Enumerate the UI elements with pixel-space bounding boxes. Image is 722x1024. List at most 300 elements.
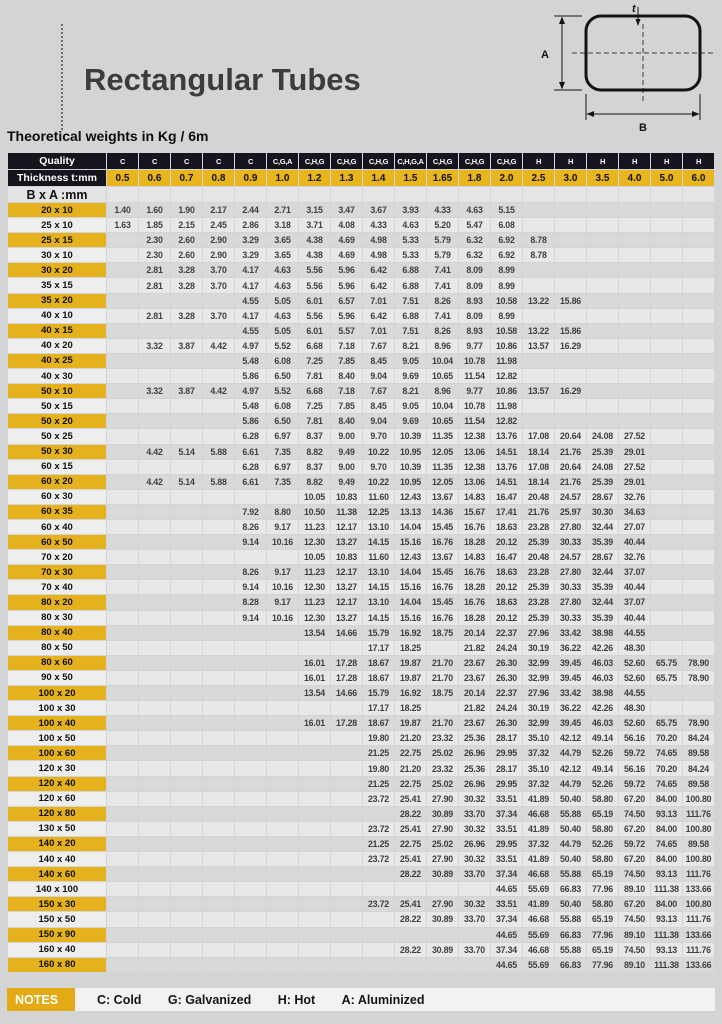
size-cell: 40 x 15 <box>8 324 106 338</box>
weight-cell <box>587 203 618 217</box>
weight-cell: 41.89 <box>523 792 554 806</box>
weight-cell: 12.17 <box>331 520 362 534</box>
weight-cell: 111.38 <box>651 928 682 942</box>
table-row <box>8 686 714 700</box>
weight-cell: 6.32 <box>459 248 490 262</box>
weight-cell: 15.86 <box>555 324 586 338</box>
weight-cell: 44.79 <box>555 777 586 791</box>
weight-cell <box>683 445 714 459</box>
weight-cell <box>235 958 266 972</box>
weight-cell: 6.61 <box>235 445 266 459</box>
weight-cell: 7.67 <box>363 339 394 353</box>
weight-cell <box>171 641 202 655</box>
weight-cell <box>587 354 618 368</box>
weight-cell: 13.22 <box>523 294 554 308</box>
weight-cell: 3.71 <box>299 218 330 232</box>
weight-cell <box>651 595 682 609</box>
weight-cell: 10.65 <box>427 369 458 383</box>
page-subtitle: Theoretical weights in Kg / 6m <box>7 128 209 144</box>
weight-cell: 7.01 <box>363 294 394 308</box>
weight-cell <box>267 777 298 791</box>
quality-cell: C,H,G <box>459 153 490 169</box>
weight-cell: 1.90 <box>171 203 202 217</box>
weight-cell <box>235 731 266 745</box>
weight-cell: 13.27 <box>331 611 362 625</box>
weight-cell: 30.33 <box>555 611 586 625</box>
weight-cell <box>107 294 138 308</box>
weight-cell <box>299 912 330 926</box>
weight-cell <box>107 595 138 609</box>
weight-cell <box>203 414 234 428</box>
weight-cell <box>651 460 682 474</box>
weight-cell <box>235 686 266 700</box>
weight-cell: 16.76 <box>427 580 458 594</box>
weight-cell: 65.75 <box>651 656 682 670</box>
weight-cell <box>203 822 234 836</box>
weight-cell <box>235 807 266 821</box>
weight-cell: 18.75 <box>427 626 458 640</box>
weight-cell <box>651 324 682 338</box>
weight-cell: 14.36 <box>427 505 458 519</box>
weight-cell <box>683 460 714 474</box>
weight-cell: 49.14 <box>587 761 618 775</box>
weight-cell <box>299 761 330 775</box>
size-cell: 60 x 35 <box>8 505 106 519</box>
weight-cell: 78.90 <box>683 671 714 685</box>
weight-cell: 30.32 <box>459 792 490 806</box>
table-row <box>8 580 714 594</box>
table-row <box>8 248 714 262</box>
weight-cell: 3.47 <box>331 203 362 217</box>
weight-cell <box>683 520 714 534</box>
weight-cell <box>107 475 138 489</box>
weight-cell: 46.68 <box>523 867 554 881</box>
weight-cell <box>171 837 202 851</box>
thickness-cell: 0.5 <box>107 170 138 186</box>
weight-cell <box>299 958 330 972</box>
weight-cell: 15.86 <box>555 294 586 308</box>
size-cell: 100 x 20 <box>8 686 106 700</box>
weight-cell: 48.30 <box>619 641 650 655</box>
weight-cell: 5.33 <box>395 233 426 247</box>
weight-cell: 100.80 <box>683 897 714 911</box>
weight-cell: 74.50 <box>619 807 650 821</box>
weight-cell: 15.79 <box>363 626 394 640</box>
weight-cell <box>363 912 394 926</box>
size-header-spacer <box>683 187 714 202</box>
weight-cell: 5.15 <box>491 203 522 217</box>
weight-cell: 23.72 <box>363 822 394 836</box>
weight-cell <box>651 686 682 700</box>
weight-cell: 30.32 <box>459 897 490 911</box>
weight-cell: 28.22 <box>395 912 426 926</box>
weight-cell <box>203 520 234 534</box>
weight-cell <box>171 671 202 685</box>
weight-cell: 8.21 <box>395 384 426 398</box>
weight-cell: 4.63 <box>267 278 298 292</box>
table-row <box>8 565 714 579</box>
weight-cell: 22.75 <box>395 777 426 791</box>
weight-cell: 5.79 <box>427 248 458 262</box>
weight-cell <box>203 626 234 640</box>
weight-cell: 12.30 <box>299 580 330 594</box>
weight-cell <box>267 626 298 640</box>
weight-cell: 24.24 <box>491 641 522 655</box>
weight-cell: 37.34 <box>491 943 522 957</box>
size-header-spacer <box>267 187 298 202</box>
weight-cell: 7.51 <box>395 294 426 308</box>
weight-cell: 40.44 <box>619 535 650 549</box>
weight-cell <box>267 641 298 655</box>
weight-cell <box>107 520 138 534</box>
weight-cell: 12.30 <box>299 611 330 625</box>
table-row <box>8 505 714 519</box>
weight-cell: 21.76 <box>555 475 586 489</box>
weight-cell: 9.49 <box>331 445 362 459</box>
weight-cell: 27.80 <box>555 520 586 534</box>
weight-cell: 7.25 <box>299 354 330 368</box>
weight-cell: 4.17 <box>235 278 266 292</box>
weight-cell <box>139 897 170 911</box>
weight-cell <box>171 867 202 881</box>
weight-cell <box>171 716 202 730</box>
weight-cell <box>331 958 362 972</box>
weight-cell: 59.72 <box>619 746 650 760</box>
weight-cell: 3.28 <box>171 278 202 292</box>
weight-cell: 100.80 <box>683 822 714 836</box>
weight-cell: 6.92 <box>491 248 522 262</box>
table-row <box>8 716 714 730</box>
weight-cell: 12.43 <box>395 550 426 564</box>
weight-cell: 4.08 <box>331 218 362 232</box>
weight-cell: 4.63 <box>395 218 426 232</box>
weight-cell <box>235 867 266 881</box>
t-dimension-label: t <box>632 3 636 15</box>
weight-cell <box>107 701 138 715</box>
weight-cell: 78.90 <box>683 656 714 670</box>
weight-cell <box>459 928 490 942</box>
weight-cell: 14.15 <box>363 535 394 549</box>
weight-cell: 42.26 <box>587 641 618 655</box>
weight-cell: 9.69 <box>395 369 426 383</box>
weight-cell: 89.58 <box>683 777 714 791</box>
size-header-spacer <box>651 187 682 202</box>
weight-cell: 3.65 <box>267 248 298 262</box>
weight-cell <box>523 399 554 413</box>
weight-cell: 40.44 <box>619 611 650 625</box>
weight-cell: 5.52 <box>267 339 298 353</box>
weight-cell <box>203 686 234 700</box>
weight-cell: 4.38 <box>299 248 330 262</box>
weight-cell <box>651 414 682 428</box>
weight-cell: 42.12 <box>555 731 586 745</box>
weight-cell <box>683 324 714 338</box>
weight-cell: 6.68 <box>299 339 330 353</box>
table-row <box>8 309 714 323</box>
weight-cell: 37.07 <box>619 565 650 579</box>
weight-cell: 44.65 <box>491 958 522 972</box>
weight-cell: 59.72 <box>619 837 650 851</box>
weight-cell <box>619 354 650 368</box>
weight-cell: 14.83 <box>459 490 490 504</box>
weight-cell: 25.39 <box>523 580 554 594</box>
weight-cell: 29.01 <box>619 445 650 459</box>
weight-cell: 25.02 <box>427 746 458 760</box>
weight-cell: 9.04 <box>363 369 394 383</box>
weight-cell: 7.92 <box>235 505 266 519</box>
weight-cell <box>203 550 234 564</box>
weight-cell: 8.99 <box>491 278 522 292</box>
weight-cell: 25.39 <box>587 445 618 459</box>
weight-cell: 16.76 <box>459 520 490 534</box>
weight-cell <box>651 278 682 292</box>
weight-cell: 18.63 <box>491 595 522 609</box>
weight-cell: 8.21 <box>395 339 426 353</box>
weight-cell: 10.16 <box>267 535 298 549</box>
weight-cell <box>203 897 234 911</box>
weight-cell <box>107 671 138 685</box>
weight-cell <box>619 309 650 323</box>
weight-cell <box>619 278 650 292</box>
weight-cell <box>139 626 170 640</box>
weight-cell <box>523 218 554 232</box>
weight-cell <box>331 822 362 836</box>
weight-cell <box>139 399 170 413</box>
weight-cell <box>683 641 714 655</box>
weight-cell: 46.03 <box>587 716 618 730</box>
size-cell: 35 x 20 <box>8 294 106 308</box>
weight-cell <box>107 807 138 821</box>
weight-cell <box>107 761 138 775</box>
weight-cell <box>267 731 298 745</box>
weight-cell: 84.24 <box>683 731 714 745</box>
weight-cell: 3.29 <box>235 233 266 247</box>
weight-cell: 16.01 <box>299 716 330 730</box>
weight-cell <box>171 399 202 413</box>
weight-cell <box>139 777 170 791</box>
weight-cell: 65.19 <box>587 943 618 957</box>
weight-cell: 8.40 <box>331 414 362 428</box>
weight-cell: 18.67 <box>363 671 394 685</box>
quality-cell: C,H,G <box>427 153 458 169</box>
size-cell: 40 x 10 <box>8 309 106 323</box>
weight-cell <box>651 611 682 625</box>
weight-cell: 84.00 <box>651 852 682 866</box>
weight-cell: 35.39 <box>587 580 618 594</box>
weight-cell: 25.41 <box>395 897 426 911</box>
weight-cell: 5.20 <box>427 218 458 232</box>
weight-cell: 5.86 <box>235 369 266 383</box>
weight-cell: 25.02 <box>427 777 458 791</box>
weight-cell <box>203 611 234 625</box>
weight-cell: 10.04 <box>427 399 458 413</box>
weight-cell: 10.22 <box>363 475 394 489</box>
weight-cell: 17.28 <box>331 656 362 670</box>
weight-cell: 5.47 <box>459 218 490 232</box>
notes-legend <box>75 991 425 1009</box>
table-row <box>8 218 714 232</box>
tube-cross-section-diagram <box>536 2 716 134</box>
weight-cell: 6.92 <box>491 233 522 247</box>
weight-cell <box>171 807 202 821</box>
weight-cell <box>587 384 618 398</box>
weight-cell: 17.17 <box>363 641 394 655</box>
weight-cell: 30.30 <box>587 505 618 519</box>
weight-cell: 39.45 <box>555 671 586 685</box>
weight-cell: 6.01 <box>299 294 330 308</box>
weight-cell: 5.52 <box>267 384 298 398</box>
weight-cell: 20.14 <box>459 686 490 700</box>
quality-cell: C,H,G <box>331 153 362 169</box>
weight-cell: 4.33 <box>427 203 458 217</box>
weight-cell: 58.80 <box>587 897 618 911</box>
weight-cell <box>555 399 586 413</box>
weight-cell <box>619 203 650 217</box>
table-row <box>8 354 714 368</box>
size-cell: 120 x 30 <box>8 761 106 775</box>
weight-cell <box>363 928 394 942</box>
weight-cell <box>299 852 330 866</box>
weight-cell: 6.28 <box>235 429 266 443</box>
weight-cell: 9.05 <box>395 354 426 368</box>
size-cell: 50 x 25 <box>8 429 106 443</box>
weight-cell <box>171 414 202 428</box>
weight-cell: 50.40 <box>555 897 586 911</box>
weight-cell: 8.26 <box>427 294 458 308</box>
weight-cell: 19.87 <box>395 656 426 670</box>
table-row <box>8 399 714 413</box>
weight-cell: 26.96 <box>459 777 490 791</box>
weight-cell: 6.68 <box>299 384 330 398</box>
size-cell: 80 x 30 <box>8 611 106 625</box>
weight-cell: 30.32 <box>459 852 490 866</box>
weight-cell: 5.86 <box>235 414 266 428</box>
weight-cell: 17.28 <box>331 671 362 685</box>
weight-cell <box>299 746 330 760</box>
weight-cell: 8.93 <box>459 294 490 308</box>
weight-cell <box>651 233 682 247</box>
weight-cell <box>619 294 650 308</box>
table-row <box>8 958 714 972</box>
weight-cell: 8.78 <box>523 248 554 262</box>
weight-cell: 5.96 <box>331 278 362 292</box>
weight-cell: 5.88 <box>203 475 234 489</box>
weight-cell: 1.40 <box>107 203 138 217</box>
weight-cell <box>459 882 490 896</box>
weight-cell <box>203 505 234 519</box>
weight-cell: 33.42 <box>555 626 586 640</box>
weight-cell <box>651 490 682 504</box>
table-row <box>8 339 714 353</box>
size-cell: 140 x 60 <box>8 867 106 881</box>
weight-cell: 27.90 <box>427 852 458 866</box>
size-cell: 100 x 50 <box>8 731 106 745</box>
weight-cell: 9.14 <box>235 535 266 549</box>
weight-cell: 9.49 <box>331 475 362 489</box>
weight-cell: 11.98 <box>491 399 522 413</box>
quality-cell: C,H,G <box>363 153 394 169</box>
size-header-spacer <box>395 187 426 202</box>
size-cell: 60 x 20 <box>8 475 106 489</box>
size-cell: 140 x 20 <box>8 837 106 851</box>
weight-cell: 3.15 <box>299 203 330 217</box>
weight-cell: 7.41 <box>427 309 458 323</box>
weight-cell: 5.56 <box>299 278 330 292</box>
weight-cell <box>235 626 266 640</box>
weight-cell: 28.17 <box>491 761 522 775</box>
table-row <box>8 912 714 926</box>
size-cell: 140 x 100 <box>8 882 106 896</box>
weight-cell <box>331 701 362 715</box>
weight-cell <box>299 731 330 745</box>
weight-cell: 3.70 <box>203 278 234 292</box>
weight-cell <box>587 369 618 383</box>
quality-cell: H <box>683 153 714 169</box>
weight-cell <box>107 384 138 398</box>
size-cell: 50 x 20 <box>8 414 106 428</box>
weight-cell: 7.35 <box>267 475 298 489</box>
table-row <box>8 278 714 292</box>
weight-cell: 17.41 <box>491 505 522 519</box>
size-cell: 60 x 15 <box>8 460 106 474</box>
weight-cell <box>171 746 202 760</box>
weight-cell: 12.17 <box>331 595 362 609</box>
weight-cell <box>139 867 170 881</box>
weight-cell <box>235 490 266 504</box>
weight-cell <box>427 958 458 972</box>
legend-item-cold: C: Cold <box>97 992 142 1007</box>
weight-cell: 14.15 <box>363 611 394 625</box>
weight-cell <box>587 324 618 338</box>
weight-cell: 18.14 <box>523 445 554 459</box>
weight-cell: 16.01 <box>299 671 330 685</box>
weight-cell <box>203 761 234 775</box>
weight-cell <box>203 928 234 942</box>
weight-cell <box>171 731 202 745</box>
weight-cell: 74.65 <box>651 837 682 851</box>
thickness-cell: 1.0 <box>267 170 298 186</box>
weight-cell: 8.26 <box>235 520 266 534</box>
quality-cell: C,H,G <box>491 153 522 169</box>
weight-cell: 12.05 <box>427 445 458 459</box>
weight-cell: 52.60 <box>619 716 650 730</box>
weight-cell: 8.40 <box>331 369 362 383</box>
b-arrow-right <box>692 111 700 117</box>
table-row <box>8 414 714 428</box>
weight-cell <box>139 565 170 579</box>
weight-cell: 35.39 <box>587 535 618 549</box>
weight-cell <box>235 641 266 655</box>
weight-cell: 2.30 <box>139 248 170 262</box>
weight-cell: 20.14 <box>459 626 490 640</box>
weight-cell: 28.17 <box>491 731 522 745</box>
weight-cell <box>587 278 618 292</box>
weight-cell: 11.60 <box>363 490 394 504</box>
weight-cell <box>299 777 330 791</box>
weight-cell: 13.10 <box>363 520 394 534</box>
weight-cell: 8.99 <box>491 263 522 277</box>
weight-cell <box>555 248 586 262</box>
quality-cell: H <box>523 153 554 169</box>
size-cell: 140 x 40 <box>8 852 106 866</box>
weight-cell: 89.58 <box>683 837 714 851</box>
weight-cell: 13.67 <box>427 550 458 564</box>
weight-cell <box>139 369 170 383</box>
weight-cell <box>107 505 138 519</box>
weight-cell <box>139 837 170 851</box>
weight-cell: 25.39 <box>523 611 554 625</box>
size-cell: 130 x 50 <box>8 822 106 836</box>
